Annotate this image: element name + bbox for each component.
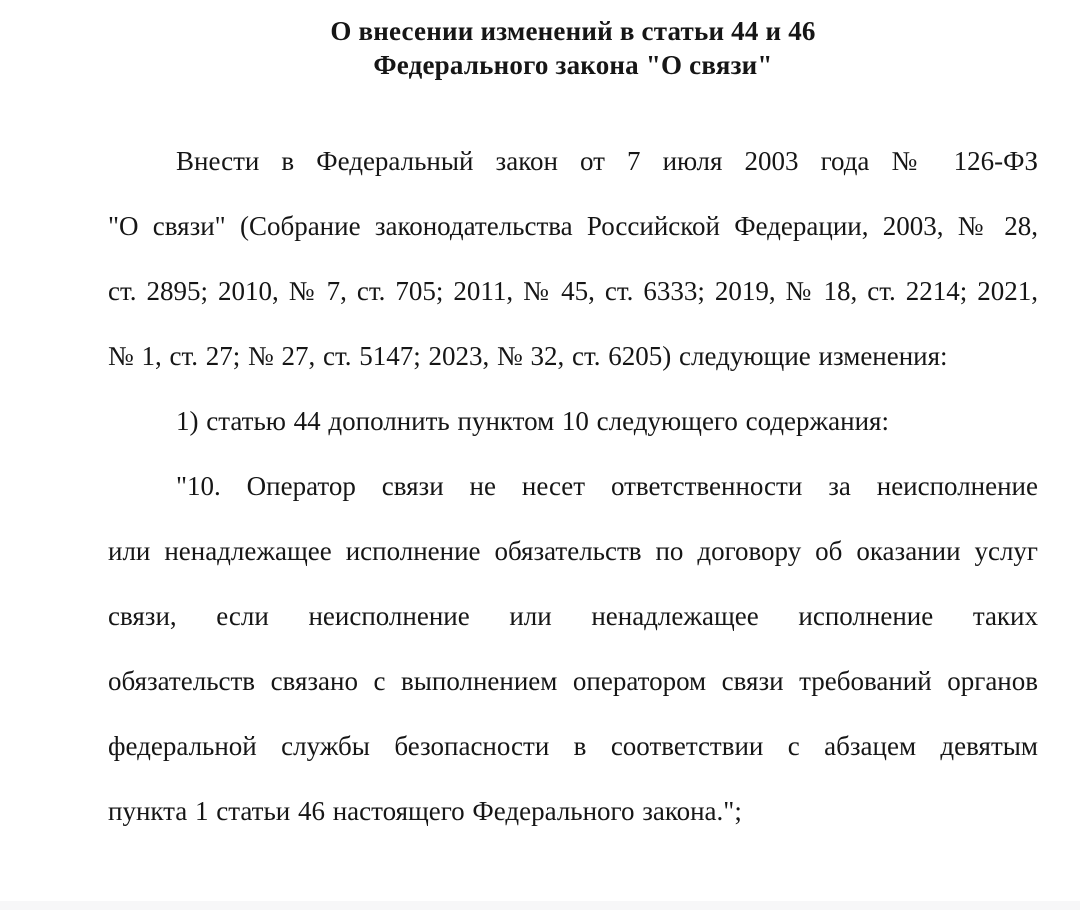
text-line: Внести в Федеральный закон от 7 июля 2003 года № 126-ФЗ — [176, 146, 1038, 176]
text-line: "О связи" (Собрание законодательства Российской Федерации, 2003, № 28, — [108, 211, 1038, 241]
text-line: № 1, ст. 27; № 27, ст. 5147; 2023, № 32, ст. 6205) следующие изменения: — [108, 341, 948, 371]
text-line: обязательств связано с выполнением оператором связи требований органов — [108, 666, 1038, 696]
text-line: пункта 1 статьи 46 настоящего Федерального закона."; — [108, 796, 742, 826]
document-body — [108, 129, 1038, 844]
text-line: "10. Оператор связи не несет ответственности за неисполнение — [176, 471, 1038, 501]
scan-edge-artifact — [0, 901, 1080, 910]
text-line: связи, если неисполнение или ненадлежащее исполнение таких — [108, 601, 1038, 631]
title-line-2: Федерального закона "О связи" — [373, 50, 773, 80]
document-title — [108, 0, 1038, 82]
text-line: или ненадлежащее исполнение обязательств по договору об оказании услуг — [108, 536, 1038, 566]
text-line: 1) статью 44 дополнить пунктом 10 следующего содержания: — [176, 406, 889, 436]
text-line: ст. 2895; 2010, № 7, ст. 705; 2011, № 45, ст. 6333; 2019, № 18, ст. 2214; 2021, — [108, 276, 1038, 306]
title-line-1: О внесении изменений в статьи 44 и 46 — [330, 16, 816, 46]
text-line: федеральной службы безопасности в соответствии с абзацем девятым — [108, 731, 1038, 761]
